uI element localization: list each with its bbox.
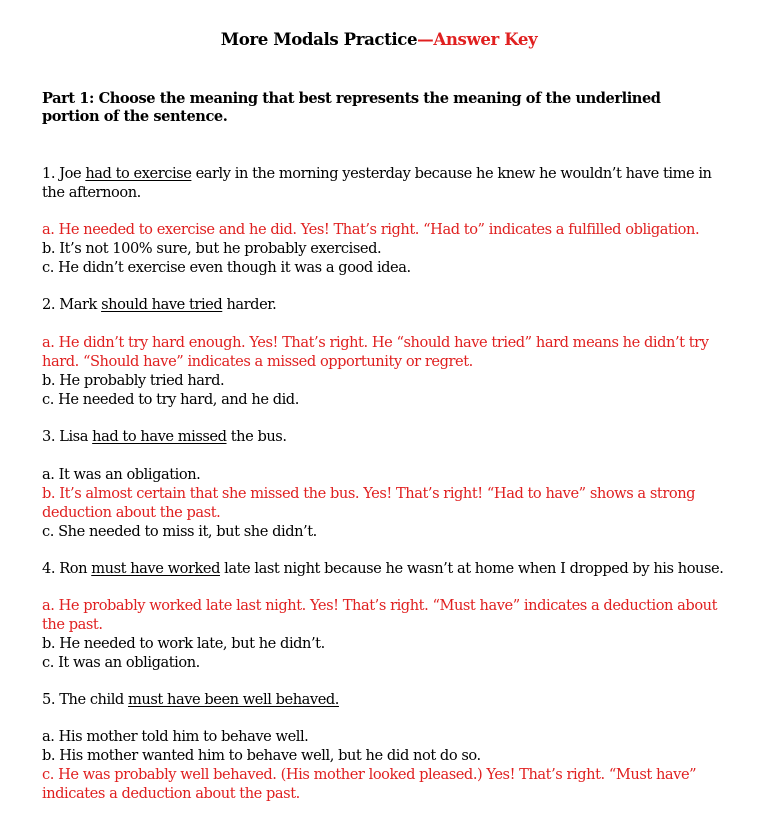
option-b: b. His mother wanted him to behave well, but he did not do so. — [42, 747, 481, 764]
underlined-phrase: had to exercise — [85, 165, 192, 182]
option-a: a. It was an obligation. — [42, 466, 201, 483]
question-text: harder. — [222, 296, 277, 313]
option-c: c. She needed to miss it, but she didn’t. — [42, 523, 317, 540]
underlined-phrase: must have worked — [91, 560, 220, 577]
question-text: late last night because he wasn’t at home when I dropped by his house. — [219, 560, 724, 577]
question-1-line-2: the afternoon. — [42, 184, 141, 201]
question-text: early in the morning yesterday because he knew he wouldn’t have time in — [191, 165, 712, 182]
question-1-options — [42, 220, 722, 277]
option-a-correct: a. He probably worked late last night. Yes! That’s right. “Must have” indicates a deduction about — [42, 597, 718, 614]
question-5-options — [42, 727, 722, 803]
question-3-line — [42, 427, 722, 446]
part-1-instructions: Part 1: Choose the meaning that best represents the meaning of the underlined portion of the sentence. — [42, 90, 661, 125]
option-c-correct: c. He was probably well behaved. (His mother looked pleased.) Yes! That’s right. “Must have” — [42, 766, 697, 783]
question-text: 2. Mark — [42, 296, 102, 313]
question-1 — [42, 164, 722, 202]
option-c: c. He needed to try hard, and he did. — [42, 391, 299, 408]
title-answer-key: —Answer Key — [417, 29, 538, 49]
option-a-correct: a. He didn’t try hard enough. Yes! That’s right. He “should have tried” hard means he didn’t try — [42, 334, 709, 351]
option-a: a. His mother told him to behave well. — [42, 728, 309, 745]
question-3 — [42, 427, 722, 446]
question-5 — [42, 690, 722, 709]
underlined-phrase: should have tried — [101, 296, 223, 313]
question-text: 3. Lisa — [42, 428, 93, 445]
underlined-phrase: must have been well behaved. — [128, 691, 339, 708]
question-2-options — [42, 333, 722, 409]
question-text: 5. The child — [42, 691, 129, 708]
option-b: b. He probably tried hard. — [42, 372, 225, 389]
question-text: 1. Joe — [42, 165, 86, 182]
option-b-correct-cont: deduction about the past. — [42, 504, 221, 521]
option-b-correct: b. It’s almost certain that she missed the bus. Yes! That’s right! “Had to have” shows a strong — [42, 485, 696, 502]
question-4-options — [42, 596, 722, 672]
question-5-line — [42, 690, 722, 709]
option-b: b. It’s not 100% sure, but he probably exercised. — [42, 240, 382, 257]
option-c-correct-cont: indicates a deduction about the past. — [42, 785, 300, 802]
option-a-correct: a. He needed to exercise and he did. Yes! That’s right. “Had to” indicates a fulfilled obligation. — [42, 221, 700, 238]
question-1-line — [42, 164, 722, 183]
title-main: More Modals Practice — [220, 29, 418, 49]
option-a-correct-cont: hard. “Should have” indicates a missed opportunity or regret. — [42, 353, 473, 370]
underlined-phrase: had to have missed — [92, 428, 227, 445]
question-2 — [42, 295, 722, 314]
question-4 — [42, 559, 722, 578]
option-a-correct-cont: the past. — [42, 616, 103, 633]
option-b: b. He needed to work late, but he didn’t. — [42, 635, 325, 652]
question-4-line — [42, 559, 722, 578]
question-text: 4. Ron — [42, 560, 92, 577]
question-2-line — [42, 295, 722, 314]
option-c: c. It was an obligation. — [42, 654, 200, 671]
question-3-options — [42, 465, 722, 541]
page-title — [0, 30, 758, 49]
option-c: c. He didn’t exercise even though it was a good idea. — [42, 259, 411, 276]
question-text: the bus. — [226, 428, 287, 445]
